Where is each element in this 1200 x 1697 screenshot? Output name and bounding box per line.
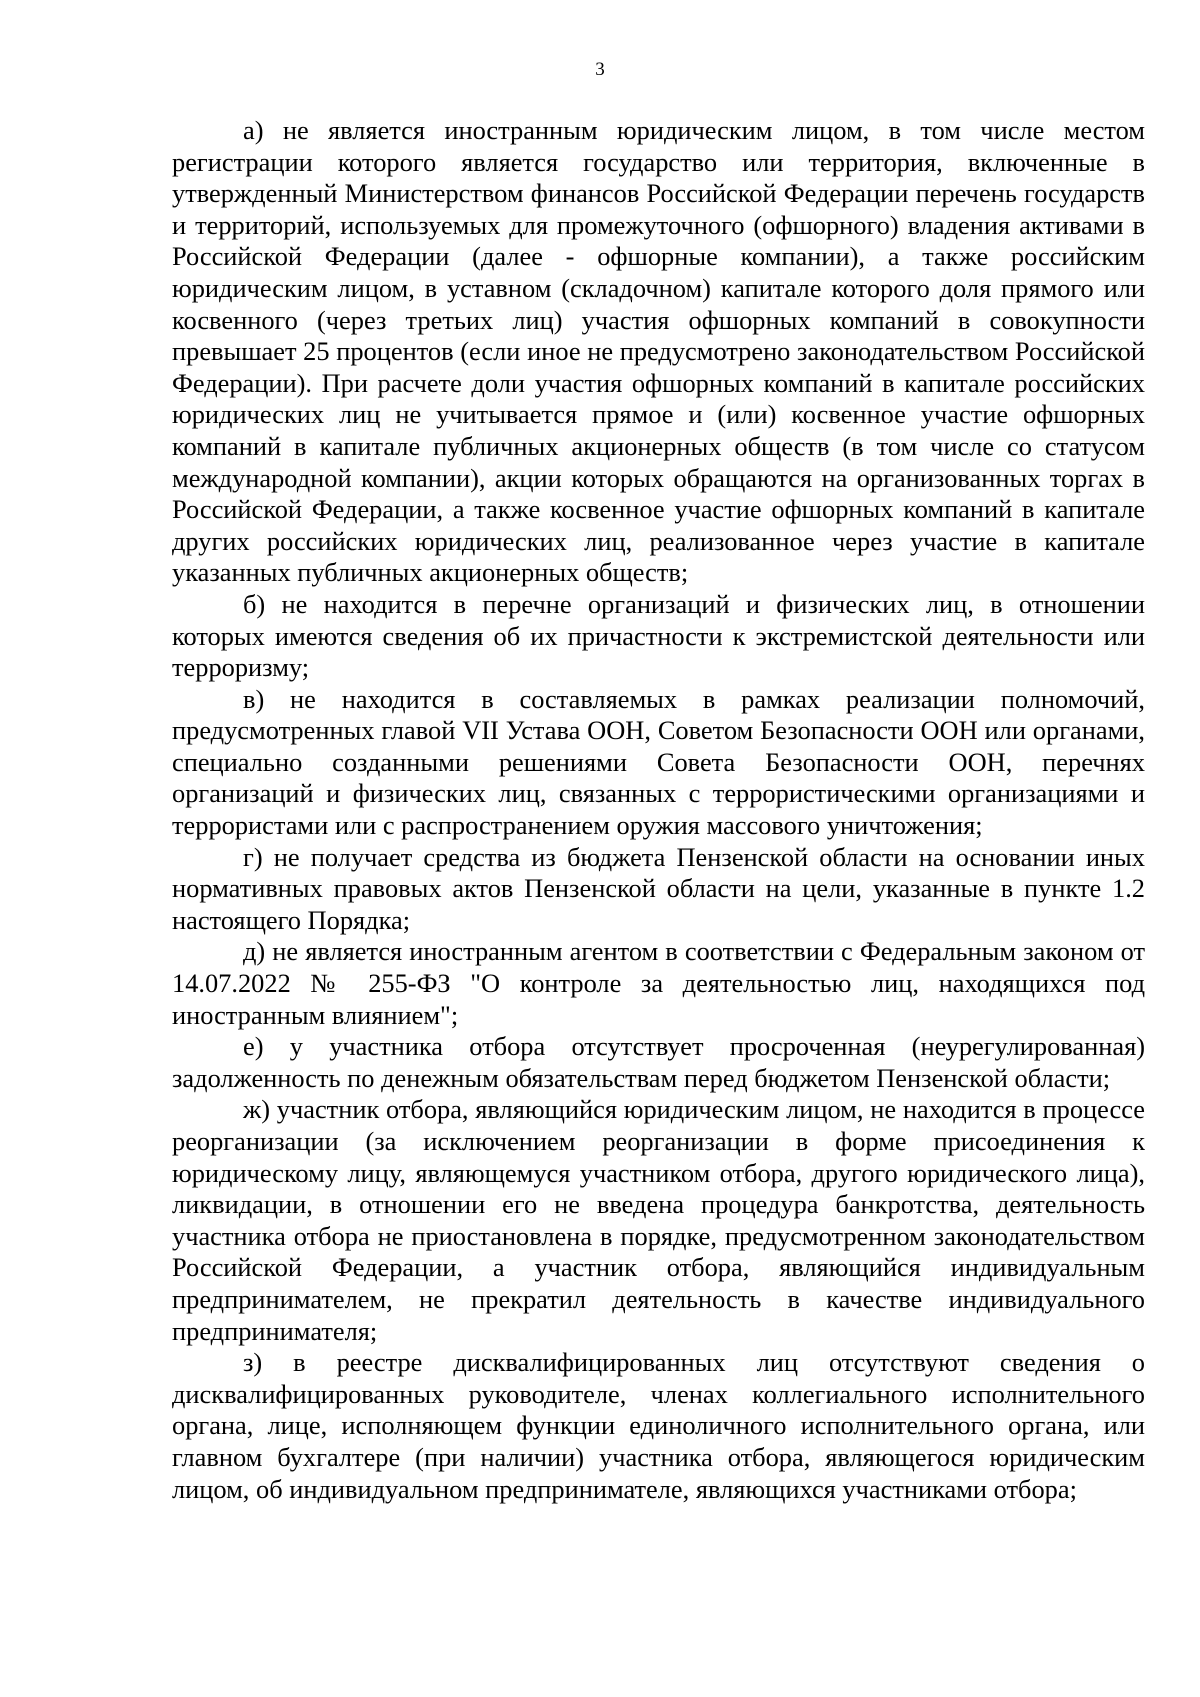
paragraph-zh: ж) участник отбора, являющийся юридическим лицом, не находится в процессе реорганизации (за исключением реорганизации в форме присоединения к юридическому лицу, являющемуся участником отбора, другого юридического лица), ликвидации, в отношении его не введена процедура банкротства, деятельность участника отбора не приостановлена в порядке, предусмотренном законодательством Российской Федерации, а участник отбора, являющийся индивидуальным предпринимателем, не прекратил деятельность в качестве индивидуального предпринимателя; [172, 1094, 1145, 1346]
document-body [172, 115, 1145, 1505]
paragraph-z: з) в реестре дисквалифицированных лиц отсутствуют сведения о дисквалифицированных руководителе, членах коллегиального исполнительного органа, лице, исполняющем функции единоличного исполнительного органа, или главном бухгалтере (при наличии) участника отбора, являющегося юридическим лицом, об индивидуальном предпринимателе, являющихся участниками отбора; [172, 1347, 1145, 1504]
paragraph-e: е) у участника отбора отсутствует просроченная (неурегулированная) задолженность по денежным обязательствам перед бюджетом Пензенской области; [172, 1031, 1145, 1093]
paragraph-a: а) не является иностранным юридическим лицом, в том числе местом регистрации которого является государство или территория, включенные в утвержденный Министерством финансов Российской Федерации перечень государств и территорий, используемых для промежуточного (офшорного) владения активами в Российской Федерации (далее - офшорные компании), а также российским юридическим лицом, в уставном (складочном) капитале которого доля прямого или косвенного (через третьих лиц) участия офшорных компаний в совокупности превышает 25 процентов (если иное не предусмотрено законодательством Российской Федерации). При расчете доли участия офшорных компаний в капитале российских юридических лиц не учитывается прямое и (или) косвенное участие офшорных компаний в капитале публичных акционерных обществ (в том числе со статусом международной компании), акции которых обращаются на организованных торгах в Российской Федерации, а также косвенное участие офшорных компаний в капитале других российских юридических лиц, реализованное через участие в капитале указанных публичных акционерных обществ; [172, 115, 1145, 588]
paragraph-g: г) не получает средства из бюджета Пензенской области на основании иных нормативных правовых актов Пензенской области на цели, указанные в пункте 1.2 настоящего Порядка; [172, 841, 1145, 935]
paragraph-d: д) не является иностранным агентом в соответствии с Федеральным законом от 14.07.2022 № 255-ФЗ "О контроле за деятельностью лиц, находящихся под иностранным влиянием"; [172, 936, 1145, 1030]
paragraph-b: б) не находится в перечне организаций и физических лиц, в отношении которых имеются сведения об их причастности к экстремистской деятельности или терроризму; [172, 588, 1145, 683]
page-number: 3 [595, 59, 605, 80]
paragraph-v: в) не находится в составляемых в рамках реализации полномочий, предусмотренных главой VII Устава ООН, Советом Безопасности ООН или органами, специально созданными решениями Совета Безопасности ООН, перечнях организаций и физических лиц, связанных с террористическими организациями и террористами или с распространением оружия массового уничтожения; [172, 683, 1145, 841]
